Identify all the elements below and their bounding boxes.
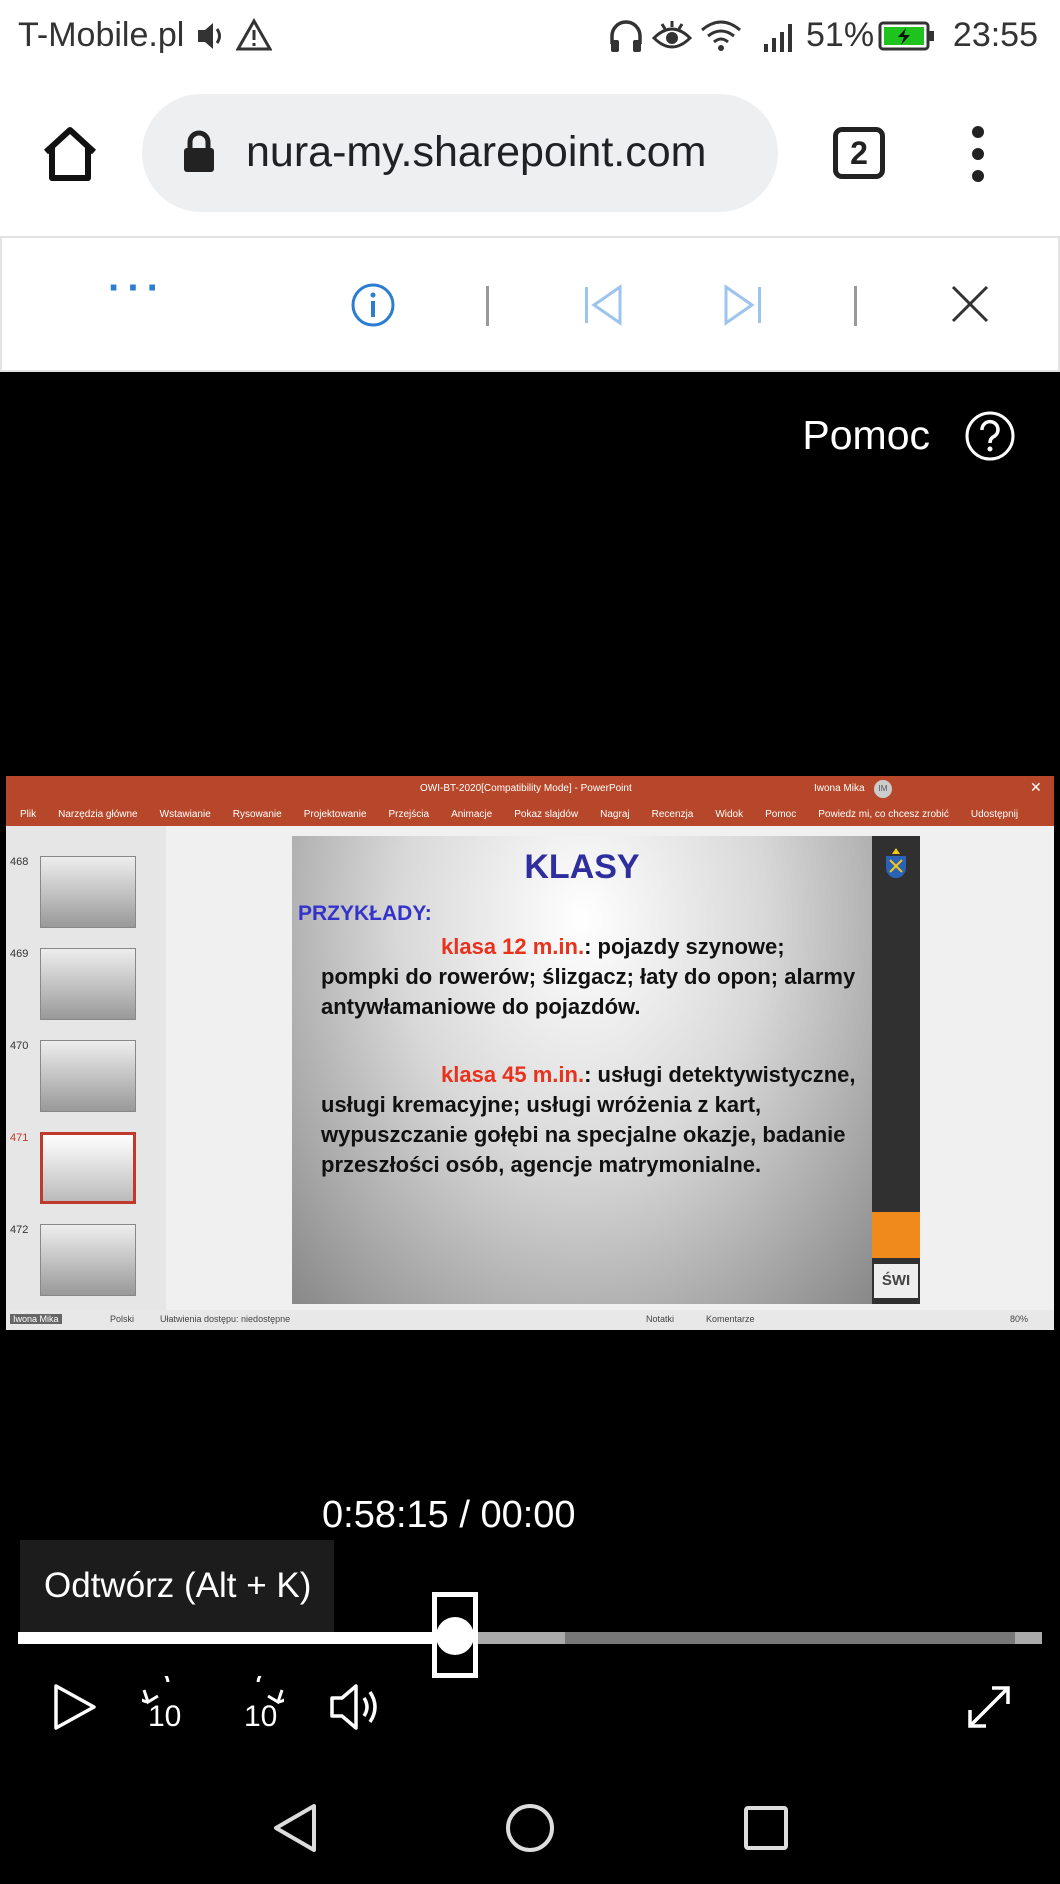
seek-thumb[interactable] — [436, 1617, 474, 1655]
thumb-number: 472 — [10, 1224, 29, 1236]
home-nav-icon[interactable] — [504, 1802, 556, 1854]
ppt-status-language: Polski — [110, 1314, 135, 1324]
ppt-menu-item: Powiedz mi, co chcesz zrobić — [818, 808, 949, 820]
ppt-menu-item: Udostępnij — [970, 808, 1019, 820]
slide-thumbnail — [40, 856, 136, 928]
seek-buffered-end — [1015, 1632, 1042, 1644]
more-menu-icon[interactable] — [966, 124, 990, 184]
lock-icon[interactable] — [180, 130, 218, 174]
headphones-icon — [608, 18, 644, 54]
ppt-status-bar — [6, 1310, 1054, 1330]
play-tooltip: Odtwórz (Alt + K) — [20, 1540, 334, 1632]
browser-toolbar — [0, 72, 1060, 236]
eye-comfort-icon — [652, 20, 692, 54]
thumb-number: 471 — [10, 1132, 29, 1144]
play-icon[interactable] — [52, 1682, 98, 1732]
slide-orange-block — [872, 1212, 920, 1258]
class12-text: : pojazdy szynowe; pompki do rowerów; ślizgacz; łaty do opon; alarmy antywłamaniowe do pojazdów. — [321, 934, 856, 1019]
carrier-name: T-Mobile.pl — [18, 16, 185, 54]
info-icon[interactable] — [350, 282, 396, 328]
signal-icon — [762, 18, 798, 54]
ppt-menu-item: Narzędzia główne — [58, 808, 138, 820]
thumb-number: 469 — [10, 948, 29, 960]
ppt-ribbon-tabs — [6, 802, 1054, 826]
video-player[interactable] — [0, 372, 1060, 1772]
slide-title: KLASY — [524, 848, 640, 886]
rewind-seconds[interactable]: 10 — [148, 1700, 182, 1733]
ppt-menu-item: Nagraj — [600, 808, 630, 820]
powerpoint-window — [6, 776, 1054, 1330]
volume-icon[interactable] — [328, 1682, 380, 1732]
slide-examples-label: PRZYKŁADY: — [298, 902, 432, 925]
ppt-close-icon: ✕ — [1030, 779, 1042, 795]
ppt-status-notes: Notatki — [646, 1314, 675, 1324]
ppt-status-accessibility: Ułatwienia dostępu: niedostępne — [160, 1314, 291, 1324]
ppt-menu-item: Przejścia — [388, 808, 430, 820]
slide-thumbnail — [40, 948, 136, 1020]
ppt-menu-item: Plik — [20, 808, 37, 820]
school-logo: ŚWI — [874, 1264, 918, 1298]
tab-switcher-button[interactable]: 2 — [833, 127, 885, 179]
battery-percent: 51% — [806, 16, 875, 54]
class12-label: klasa 12 m.in. — [441, 934, 585, 959]
ppt-menu-item: Recenzja — [651, 808, 694, 820]
clock: 23:55 — [952, 16, 1038, 54]
recents-icon[interactable] — [742, 1804, 790, 1852]
ppt-menu-item: Rysowanie — [232, 808, 282, 820]
next-icon[interactable] — [722, 284, 764, 326]
ppt-menu-item: Pomoc — [765, 808, 797, 820]
toolbar-divider — [486, 286, 489, 326]
class45-text: : usługi detektywistyczne, usługi kremacyjne; usługi wróżenia z kart, wypuszczanie gołębi na specjalne okazje, badanie przeszłości osób, agencje matrymonialne. — [321, 1062, 856, 1177]
android-nav-bar — [0, 1772, 1060, 1884]
close-icon[interactable] — [950, 284, 990, 324]
slide-paragraph-class45 — [321, 1060, 861, 1180]
time-display: 0:58:15 / 00:00 — [322, 1494, 576, 1536]
ppt-avatar: IM — [874, 780, 892, 798]
ppt-user-name: Iwona Mika — [814, 783, 865, 794]
previous-icon[interactable] — [582, 284, 624, 326]
slide-paragraph-class12 — [321, 932, 861, 1022]
status-bar — [0, 0, 1060, 72]
slide-thumbnail — [40, 1040, 136, 1112]
volume-icon — [196, 20, 226, 52]
ppt-menu-item: Wstawianie — [159, 808, 211, 820]
viewer-toolbar — [0, 236, 1060, 372]
ppt-titlebar — [6, 776, 1054, 802]
ppt-window-title: OWI-BT-2020[Compatibility Mode] - PowerPoint — [420, 783, 632, 794]
home-icon[interactable] — [40, 124, 100, 182]
class45-label: klasa 45 m.in. — [441, 1062, 585, 1087]
fullscreen-icon[interactable] — [966, 1682, 1012, 1730]
slide-thumbnails — [6, 826, 166, 1310]
thumb-number: 468 — [10, 856, 29, 868]
url-text[interactable]: nura-my.sharepoint.com — [246, 128, 707, 176]
help-label[interactable]: Pomoc — [802, 412, 930, 458]
seek-progress — [18, 1632, 455, 1644]
slide-thumbnail-selected — [40, 1132, 136, 1204]
warning-icon — [236, 18, 272, 52]
help-icon[interactable] — [964, 410, 1016, 462]
thumb-number: 470 — [10, 1040, 29, 1052]
slide-canvas — [292, 836, 911, 1304]
back-icon[interactable] — [272, 1802, 318, 1854]
ppt-menu-item: Widok — [715, 808, 744, 820]
ppt-status-comments: Komentarze — [706, 1314, 755, 1324]
battery-icon — [878, 20, 936, 52]
toolbar-divider — [854, 286, 857, 326]
ppt-menu-item: Projektowanie — [303, 808, 367, 820]
ppt-menu-item: Pokaz slajdów — [514, 808, 579, 820]
more-options-button[interactable]: ··· — [108, 266, 166, 310]
ppt-menu-item: Animacje — [451, 808, 493, 820]
slide-side-bar — [872, 836, 920, 1304]
ppt-status-zoom: 80% — [1010, 1314, 1029, 1324]
slide-thumbnail — [40, 1224, 136, 1296]
ppt-status-user: Iwona Mika — [10, 1314, 62, 1324]
crest-icon — [882, 846, 910, 882]
forward-seconds[interactable]: 10 — [244, 1700, 278, 1733]
address-bar[interactable] — [142, 94, 778, 212]
wifi-icon — [700, 18, 742, 54]
